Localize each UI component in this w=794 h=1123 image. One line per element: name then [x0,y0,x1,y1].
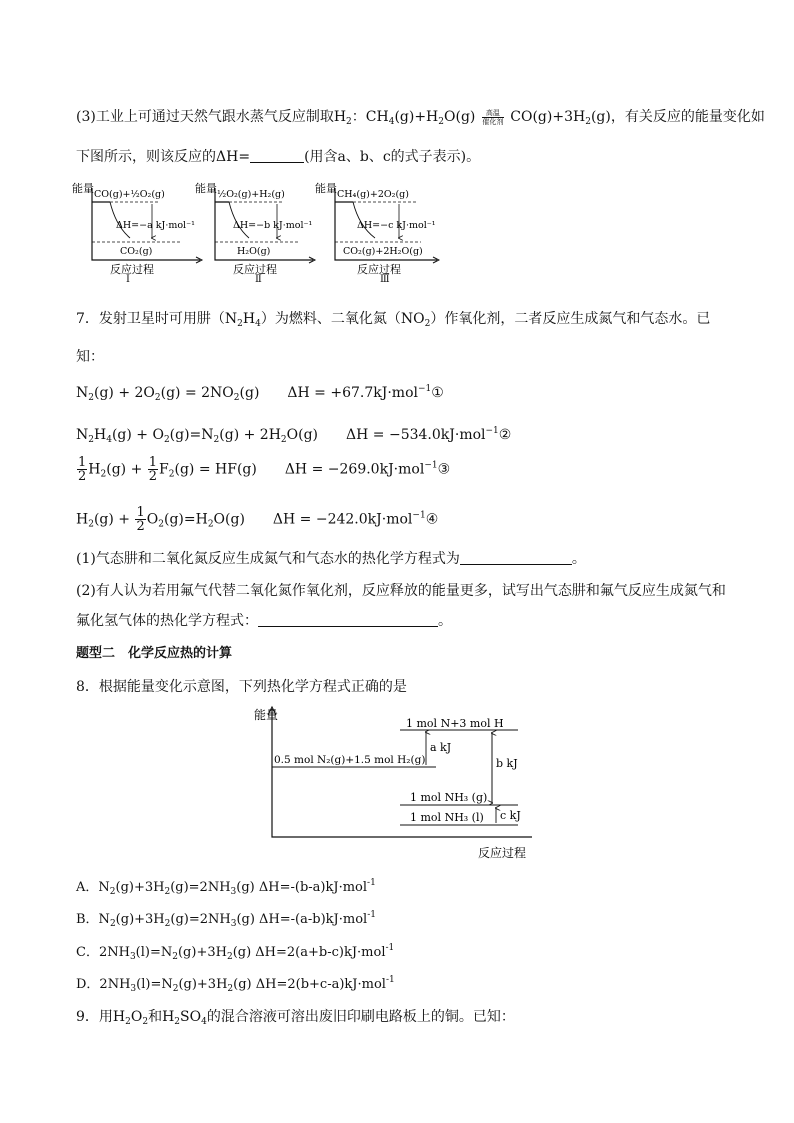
q8-left-level-label: 0.5 mol N₂(g)+1.5 mol H₂(g) [274,754,426,766]
q8-xlabel: 反应过程 [478,846,527,860]
q7-equation-4: $H_2(g)$ + $\frac{1}{2}$ $O_2(g)=H_2O(g)$ ΔH = −242.0kJ·mol$^{-1}$④ [76,505,439,534]
energy-diagram-1 [72,181,202,276]
q6-part3-line2: 下图所示，则该反应的ΔH= (用含a、b、c的式子表示)。 [76,149,481,165]
q8-ylabel: 能量 [254,708,279,722]
svg-text:CH₄(g)+2O₂(g): CH₄(g)+2O₂(g) [337,189,409,200]
q8-bottom-level-label: 1 mol NH₃ (l) [410,811,484,824]
reaction-condition: 高温 催化剂 [482,108,504,126]
section-heading: 题型二 化学反应热的计算 [76,646,233,661]
q8-option-d[interactable]: D．$2NH_3(l)=N_2(g)+3H_2(g)$ ΔH=2(b+c-a)kJ·mol$^{-1}$ [76,975,395,994]
svg-text:ΔH=−b kJ·mol⁻¹: ΔH=−b kJ·mol⁻¹ [233,220,313,231]
answer-blank[interactable] [258,612,438,627]
diagram-1-bottom-label: CO₂(g) [120,246,153,257]
q7-subquestion-2-line1: (2)有人认为若用氟气代替二氧化氮作氧化剂，反应释放的能量更多，试写出气态肼和氟气反应生成氮气和 [76,583,726,599]
q7-equation-1: $N_2(g) + 2O_2(g) = 2NO_2(g)$ ΔH = +67.7kJ·mol$^{-1}$① [76,384,444,403]
q8-c-label: c kJ [500,809,521,822]
q8-top-level-label: 1 mol N+3 mol H [406,717,504,730]
svg-text:½O₂(g)+H₂(g): ½O₂(g)+H₂(g) [217,189,285,200]
q7-subquestion-2-line2: 氟化氢气体的热化学方程式： 。 [76,613,452,629]
q7-equation-3: $\frac{1}{2}$ $H_2(g)$ + $\frac{1}{2}$ $F_2(g) = HF(g)$ ΔH = −269.0kJ·mol$^{-1}$③ [78,455,451,484]
q6-part3-line1: (3)工业上可通过天然气跟水蒸气反应制取$H_2$：$CH_4(g)+H_2O(g)$ 高温 催化剂 $CO(g)+3H_2(g)$，有关反应的能量变化如 [76,108,765,127]
energy-diagram-2 [195,181,315,276]
svg-text:ΔH=−c kJ·mol⁻¹: ΔH=−c kJ·mol⁻¹ [357,220,436,231]
answer-blank[interactable] [460,550,572,565]
q8-a-label: a kJ [430,741,452,754]
svg-text:能量: 能量 [315,182,337,195]
q8-option-a[interactable]: A．$N_2(g)+3H_2(g)=2NH_3(g)$ ΔH=-(b-a)kJ·mol$^{-1}$ [76,878,376,897]
diagram-1-xlabel: 反应过程 [110,263,154,276]
diagram-1-roman: Ⅰ [126,274,130,285]
q7-equation-2: $N_2H_4(g) + O_2(g)=N_2(g) + 2H_2O(g)$ ΔH = −534.0kJ·mol$^{-1}$② [76,426,512,445]
svg-text:反应过程: 反应过程 [357,263,401,276]
diagram-3-roman: Ⅲ [380,274,390,285]
q8-mid-level-label: 1 mol NH₃ (g) [410,791,488,804]
answer-blank[interactable] [250,148,304,163]
svg-text:H₂O(g): H₂O(g) [237,246,271,257]
q8-energy-diagram [250,705,550,863]
energy-diagram-3 [315,181,439,276]
diagram-1-dh-label: ΔH=−a kJ·mol⁻¹ [116,220,195,231]
diagram-2-roman: Ⅱ [255,274,262,285]
svg-text:反应过程: 反应过程 [233,263,277,276]
q7-subquestion-1: (1)气态肼和二氧化氮反应生成氮气和气态水的热化学方程式为 。 [76,551,586,567]
q8-b-label: b kJ [496,757,518,770]
q8-option-c[interactable]: C．$2NH_3(l)=N_2(g)+3H_2(g)$ ΔH=2(a+b-c)kJ·mol$^{-1}$ [76,943,395,962]
diagram-1-ylabel-top: 能量 [72,182,94,195]
diagram-1-top-label: CO(g)+½O₂(g) [94,189,165,200]
svg-text:CO₂(g)+2H₂O(g): CO₂(g)+2H₂O(g) [343,246,423,257]
q8-option-b[interactable]: B．$N_2(g)+3H_2(g)=2NH_3(g)$ ΔH=-(a-b)kJ·mol$^{-1}$ [76,910,376,929]
q7-stem-line1: 7．发射卫星时可用肼$(N_2H_4)$为燃料、二氧化氮$(NO_2)$作氧化剂，二者反应生成氮气和气态水。已 [76,311,711,329]
energy-diagrams-row [70,178,440,276]
q8-stem: 8．根据能量变化示意图，下列热化学方程式正确的是 [76,679,407,695]
svg-text:能量: 能量 [195,182,217,195]
q7-stem-line2: 知： [76,349,104,365]
q9-stem: 9．用$H_2O_2$和$H_2SO_4$的混合溶液可溶出废旧印刷电路板上的铜。已知： [76,1009,515,1027]
